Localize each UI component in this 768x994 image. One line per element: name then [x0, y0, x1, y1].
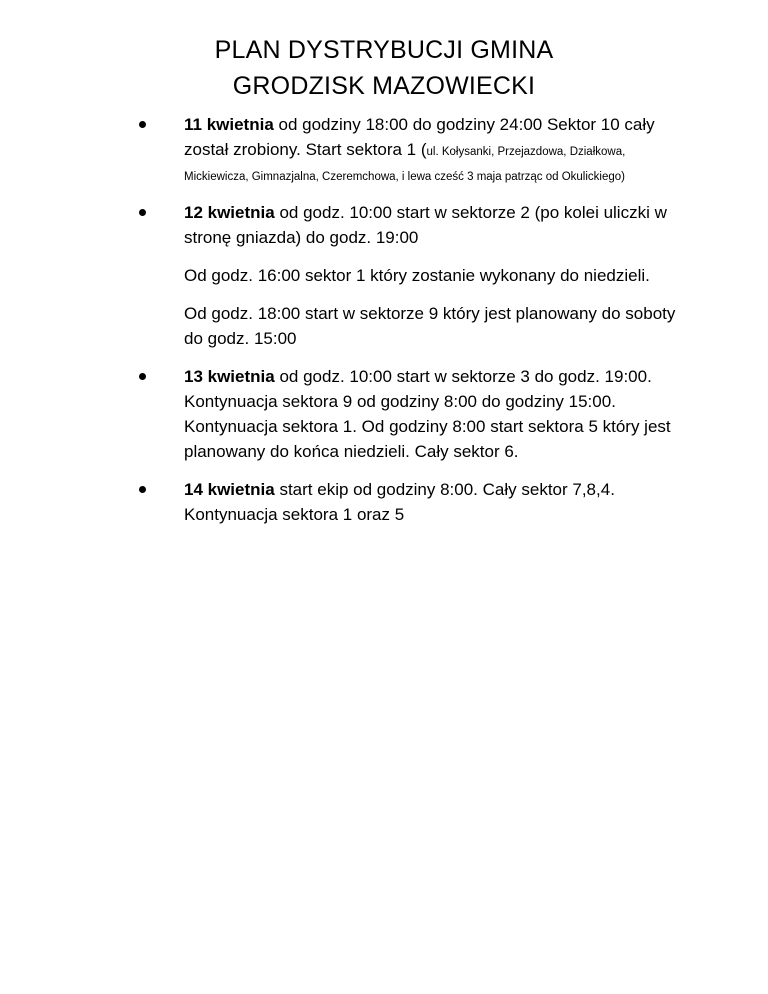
- bullet-icon: [139, 373, 146, 380]
- item-date: 11 kwietnia: [184, 115, 274, 134]
- item-paragraph: [184, 200, 686, 250]
- item-paragraph: [184, 112, 686, 187]
- item-paragraph: [184, 364, 686, 464]
- bullet-icon: [139, 121, 146, 128]
- item-text: od godziny 18:00 do godziny 24:00 Sektor 10 cały został zrobiony. Start sektora 1 (: [184, 115, 655, 159]
- item-date: 14 kwietnia: [184, 480, 275, 499]
- page-title: PLAN DYSTRYBUCJI GMINA GRODZISK MAZOWIECKI: [214, 36, 554, 100]
- item-extra-paragraph: Od godz. 18:00 start w sektorze 9 który jest planowany do soboty do godz. 15:00: [184, 304, 676, 348]
- item-extra-paragraph: Od godz. 16:00 sektor 1 który zostanie wykonany do niedzieli.: [184, 266, 650, 285]
- item-paragraph: [184, 477, 686, 527]
- item-text: od godz. 10:00 start w sektorze 2 (po kolei uliczki w stronę gniazda) do godz. 19:00: [184, 203, 667, 247]
- item-date: 12 kwietnia: [184, 203, 275, 222]
- list-item-april-13: [134, 364, 686, 464]
- item-text: od godz. 10:00 start w sektorze 3 do godz. 19:00. Kontynuacja sektora 9 od godziny 8:00 do godziny 15:00. Kontynuacja sektora 1. Od godziny 8:00 start sektora 5 który jest planowany do końca niedzieli. Cały sektor 6.: [184, 367, 671, 461]
- item-date: 13 kwietnia: [184, 367, 275, 386]
- item-text: start ekip od godziny 8:00. Cały sektor 7,8,4. Kontynuacja sektora 1 oraz 5: [184, 480, 615, 524]
- bullet-icon: [139, 486, 146, 493]
- distribution-plan-list: [134, 112, 686, 540]
- item-streets: ul. Kołysanki, Przejazdowa, Działkowa, Mickiewicza, Gimnazjalna, Czeremchowa, i lewa cześć 3 maja patrząc od Okulickiego): [184, 146, 626, 183]
- list-item-april-11: [134, 112, 686, 187]
- list-item-april-12: [134, 200, 686, 351]
- bullet-icon: [139, 209, 146, 216]
- list-item-april-14: [134, 477, 686, 527]
